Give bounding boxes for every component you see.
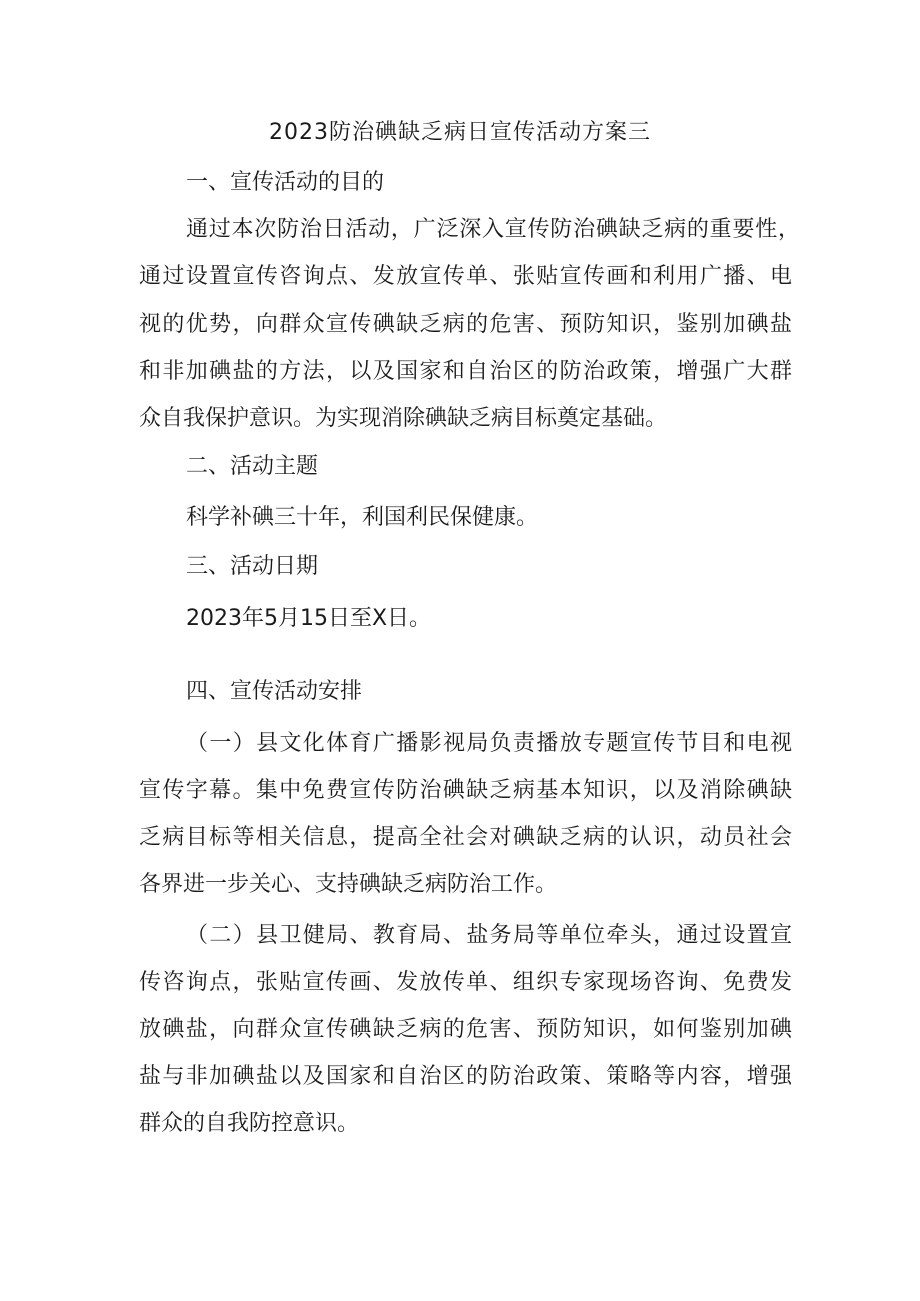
date-text: 2023年5月15日至X日。 [186, 606, 432, 631]
paragraph-line: 宣传字幕。集中免费宣传防治碘缺乏病基本知识，以及消除碘缺 [139, 778, 792, 803]
paragraph-line: 放碘盐，向群众宣传碘缺乏病的危害、预防知识，如何鉴别加碘 [139, 1017, 792, 1042]
section-heading-theme: 二、活动主题 [186, 454, 319, 479]
paragraph-line: 群众的自我防控意识。 [139, 1111, 360, 1136]
paragraph-line: （一）县文化体育广播影视局负责播放专题宣传节目和电视 [186, 731, 792, 756]
paragraph-line: 盐与非加碘盐以及国家和自治区的防治政策、策略等内容，增强 [139, 1064, 792, 1089]
paragraph-line: 各界进一步关心、支持碘缺乏病防治工作。 [139, 872, 558, 897]
paragraph-line: 通过本次防治日活动，广泛深入宣传防治碘缺乏病的重要性， [186, 217, 800, 242]
theme-text: 科学补碘三十年，利国利民保健康。 [186, 505, 539, 530]
paragraph-line: 传咨询点，张贴宣传画、发放传单、组织专家现场咨询、免费发 [139, 970, 792, 995]
paragraph-line: 众自我保护意识。为实现消除碘缺乏病目标奠定基础。 [139, 406, 668, 431]
section-heading-purpose: 一、宣传活动的目的 [186, 170, 385, 195]
paragraph-line: （二）县卫健局、教育局、盐务局等单位牵头，通过设置宣 [186, 923, 792, 948]
section-heading-date: 三、活动日期 [186, 554, 319, 579]
paragraph-line: 通过设置宣传咨询点、发放宣传单、张贴宣传画和利用广播、电 [139, 264, 792, 289]
document-title: 2023防治碘缺乏病日宣传活动方案三 [269, 120, 651, 145]
section-heading-arrangement: 四、宣传活动安排 [186, 679, 363, 704]
paragraph-line: 视的优势，向群众宣传碘缺乏病的危害、预防知识，鉴别加碘盐 [139, 312, 792, 337]
paragraph-line: 和非加碘盐的方法，以及国家和自治区的防治政策，增强广大群 [139, 359, 792, 384]
paragraph-line: 乏病目标等相关信息，提高全社会对碘缺乏病的认识，动员社会 [139, 825, 792, 850]
